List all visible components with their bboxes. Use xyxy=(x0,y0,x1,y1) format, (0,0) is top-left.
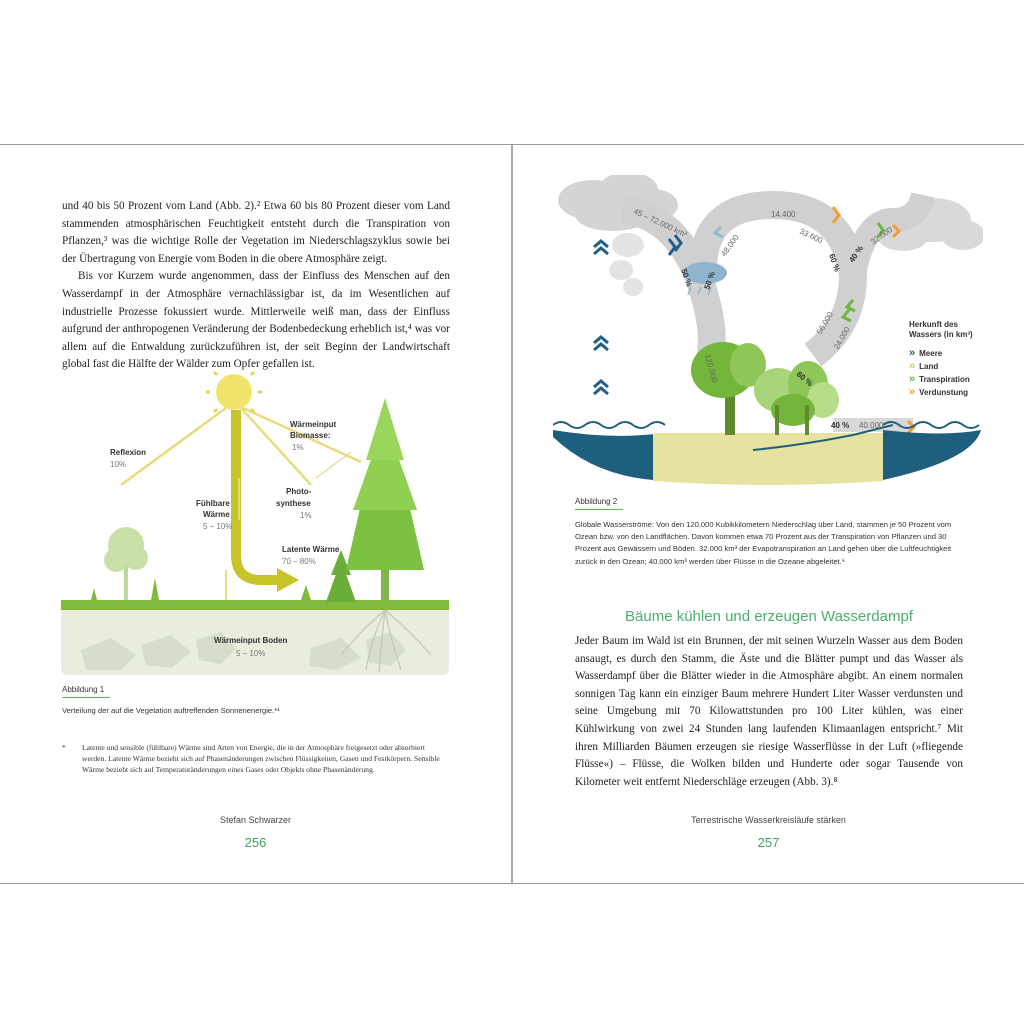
label-120000: 120.000 xyxy=(703,353,720,384)
conifer-tree-icon xyxy=(346,398,424,602)
figure-2 xyxy=(553,175,983,487)
figure-1-label-underline xyxy=(62,697,110,698)
photosynthese-2: synthese xyxy=(276,499,311,508)
label-60a: 60 % xyxy=(827,252,842,273)
label-48000: 48.000 xyxy=(719,232,741,259)
right-paragraph: Jeder Baum im Wald ist ein Brunnen, der mit seinen Wurzeln Wasser aus dem Boden ansaugt, es durch den Stamm, die Äste und die Blätter pumpt und das Wasser als Wasserdampf über die Blätter wieder in die Atmosphäre abgibt. An einem normalen sonnigen Tag kann ein einziger Baum mehrere Hundert Liter Wasser verdunsten und seine Umgebung mit 70 Kilowattstunden pro 100 Liter kühlen, was einer Kühlwirkung von zwei 24 Stunden lang laufenden Klimaanlagen entspricht.⁷ Mit ihren Milliarden Bäumen erzeugen sie riesige Wasserflüsse in der Luft (»fliegende Flüsse«) – Flüsse, die Wolken bilden und Hunderte oder sogar Tausende von Kilometer weit entfernt Niederschläge erzeugen (Abb. 3).⁸ xyxy=(575,635,963,788)
label-32000: 32.000 xyxy=(868,225,895,247)
waermeinput-biomasse-value: 1% xyxy=(292,443,304,452)
legend-item-label: Meere xyxy=(919,349,943,358)
label-40b: 40 % xyxy=(831,421,850,430)
energy-beam xyxy=(236,410,279,580)
figure-1-label: Abbildung 1 xyxy=(62,685,105,694)
legend-item xyxy=(909,386,968,398)
photosynthese-value: 1% xyxy=(300,511,312,520)
label-14400: 14.400 xyxy=(771,210,796,219)
label-40: 40 % xyxy=(847,244,866,265)
chevron-right-icon: » xyxy=(909,347,916,359)
boden-value: 5 – 10% xyxy=(236,649,266,658)
label-50a: 50 % xyxy=(679,267,694,288)
legend-item-label: Verdunstung xyxy=(919,388,969,397)
legend-item xyxy=(909,373,970,385)
chevron-right-icon: » xyxy=(909,360,916,372)
right-body-text xyxy=(575,633,963,791)
latente-value: 70 – 80% xyxy=(282,557,316,566)
chevron-right-icon: » xyxy=(909,386,916,398)
right-page xyxy=(513,145,1024,883)
legend-item-label: Transpiration xyxy=(919,375,970,384)
figure-2-caption: Globale Wasserströme: Von den 120.000 Kubikkilometern Niederschlag über Land, stammen je 50 Prozent vom Ozean bzw. von den Landflächen. Davon kommen etwa 70 Prozent aus der Transpiration von Pflanzen und 30 Prozent aus Gewässern und Böden. 32.000 km³ der Evapotranspiration an Land gehen über die Luftfeuchtigkeit zurück in den Ozean; 40.000 km³ werden über Flüsse in die Ozeane abgeleitet.⁶ xyxy=(575,520,952,566)
waermeinput-biomasse-1: Wärmeinput xyxy=(290,420,337,429)
legend-item-label: Land xyxy=(919,362,939,371)
figure-1-illustration xyxy=(61,370,449,675)
reflexion-value-abs: 10% xyxy=(110,460,127,469)
running-head-right: Terrestrische Wasserkreisläufe stärken xyxy=(691,815,846,825)
label-40000: 40.000 xyxy=(859,421,884,430)
photosynthese-1: Photo- xyxy=(286,487,312,496)
left-paragraph-1: und 40 bis 50 Prozent vom Land (Abb. 2).² Etwa 60 bis 80 Prozent dieser vom Land stammenden atmosphärischen Feuchtigkeit entsteht durch die Transpiration von Pflanzen,³ was die wichtige Rolle der Vegetation im Niederschlagszyklus sowie bei der Übertragung von Energie vom Boden in die obere Atmosphäre zeigt. xyxy=(62,200,450,265)
figure-2-label: Abbildung 2 xyxy=(575,497,618,506)
footnote-marker: * xyxy=(62,743,66,752)
section-heading: Bäume kühlen und erzeugen Wasserdampf xyxy=(625,608,913,625)
fuehlbare-label-2-abs: Wärme xyxy=(203,510,230,519)
label-45-72000: 45 – 72.000 km³ xyxy=(632,206,689,240)
label-33600: 33.600 xyxy=(798,226,825,246)
legend-item xyxy=(909,347,942,359)
latent-heat-arrow xyxy=(277,568,299,592)
label-50b: 50 % xyxy=(702,270,718,291)
latente-label: Latente Wärme xyxy=(282,545,340,554)
reflexion-label-abs: Reflexion xyxy=(110,448,147,457)
left-paragraph-2: Bis vor Kurzem wurde angenommen, dass der Einfluss des Menschen auf den Wasserdampf in der Atmosphäre vernachlässigbar ist, da im Wesentlichen auf industrielle Prozesse fokussiert wurde. Mittlerweile weiß man, dass der Einfluss aufgrund der anthropogenen Veränderung der Bodenbedeckung erheblich ist,⁴ was vor allem auf die Entwaldung zurückzuführen ist, der seit Beginn der Landwirtschaft global fast die Hälfte der Wälder zum Opfer gefallen ist. xyxy=(62,270,450,371)
grass-strip xyxy=(61,600,449,610)
running-head-left: Stefan Schwarzer xyxy=(219,815,292,825)
legend-title-2: Wassers (in km³) xyxy=(909,330,973,339)
chevron-right-icon: » xyxy=(909,373,916,385)
book-spread xyxy=(0,144,1024,884)
label-24000: 24.000 xyxy=(831,325,852,351)
sun-icon xyxy=(206,370,262,412)
left-body-text xyxy=(62,198,450,374)
legend-title-1: Herkunft des xyxy=(909,320,958,329)
left-page xyxy=(0,145,511,883)
label-56000: 56.000 xyxy=(814,310,835,336)
page-number-left: 256 xyxy=(244,835,267,850)
footnote: Latente und sensible (fühlbare) Wärme sind Arten von Energie, die in der Atmosphäre freigesetzt oder absorbiert werden. Latente Wärme bezieht sich auf Phasenänderungen zwischen Flüssigkeiten, Gasen und Festkörpern. Sensible Wärme bezieht sich auf Temperaturänderungen eines Gases oder Objekts ohne Phasenänderung. xyxy=(82,743,440,775)
small-tree-icon xyxy=(104,527,148,600)
label-60b: 60 % xyxy=(794,369,815,389)
fuehlbare-label-1-abs: Fühlbare xyxy=(196,499,230,508)
figure-1-caption: Verteilung der auf die Vegetation auftreffenden Sonnenenergie.*¹ xyxy=(62,706,280,715)
fuehlbare-value-abs: 5 – 10% xyxy=(203,522,233,531)
boden-label: Wärmeinput Boden xyxy=(214,636,288,645)
figure-1 xyxy=(61,370,449,675)
page-number-right: 257 xyxy=(757,835,780,850)
waermeinput-biomasse-2: Biomasse: xyxy=(290,431,331,440)
figure-2-label-underline xyxy=(575,509,623,510)
legend-item xyxy=(909,360,938,372)
